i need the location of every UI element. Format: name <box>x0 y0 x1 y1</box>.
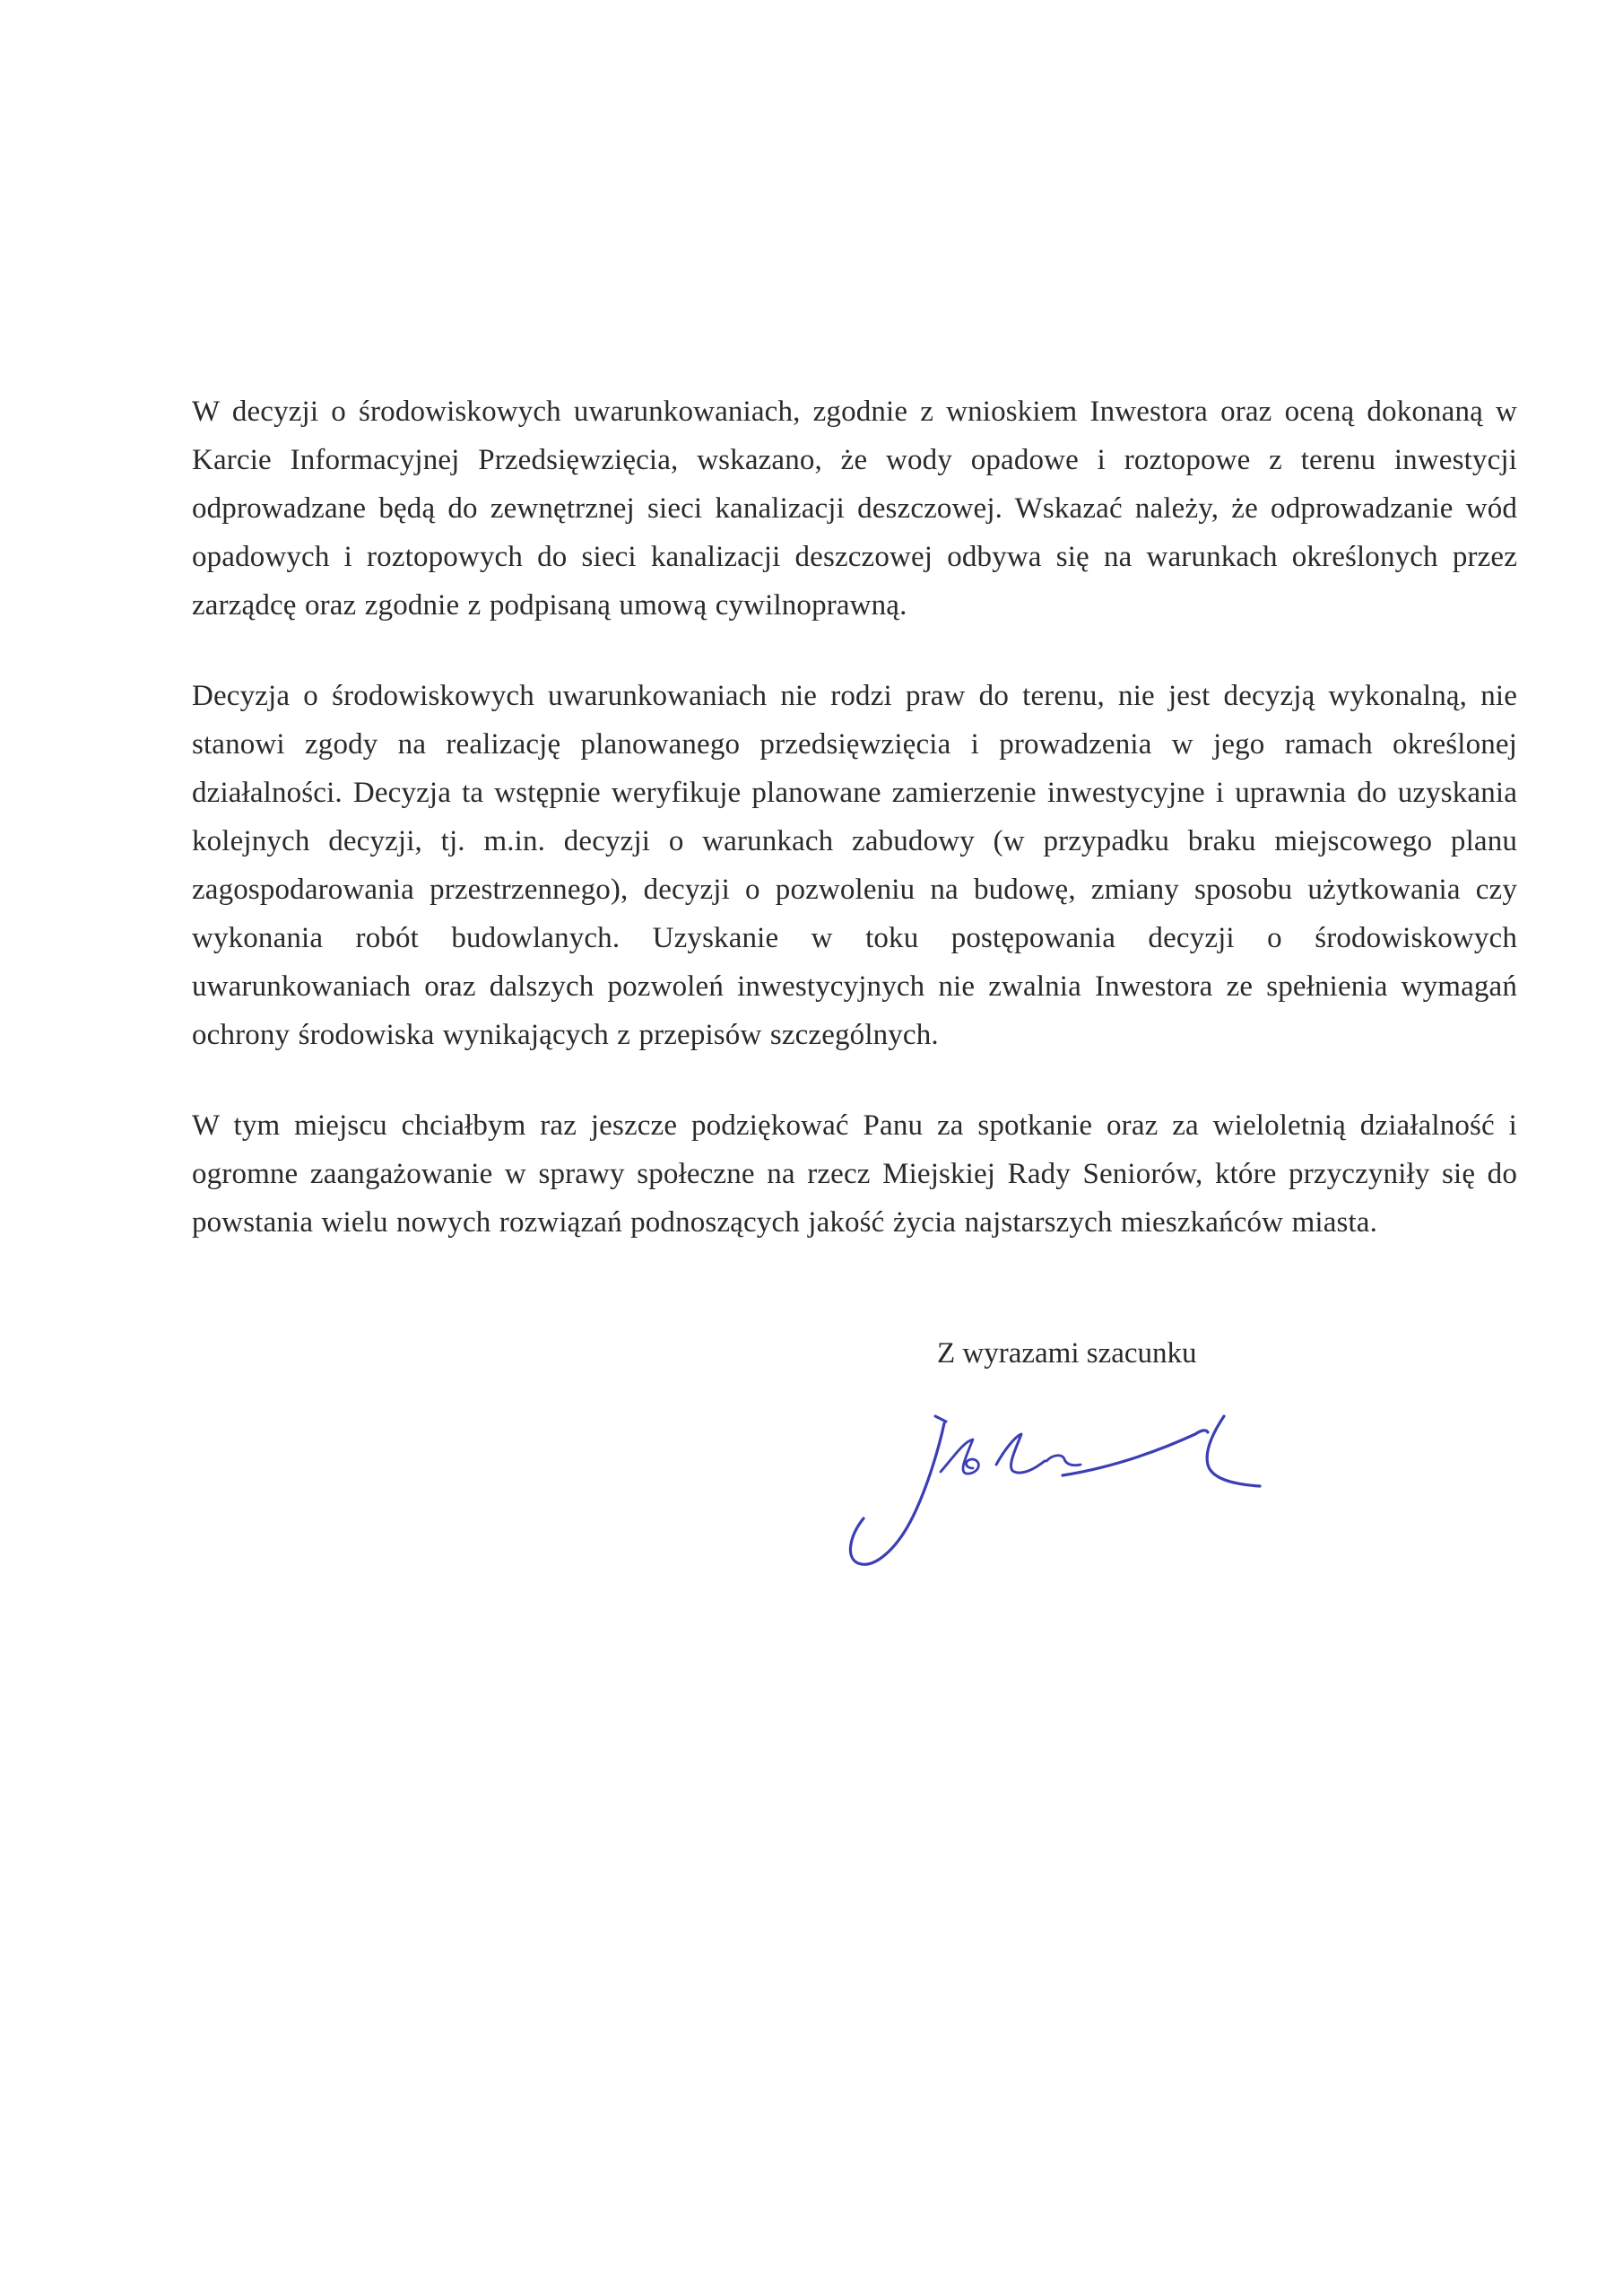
paragraph-decision-scope: Decyzja o środowiskowych uwarunkowaniach nie rodzi praw do terenu, nie jest decyzją wykonalną, nie stanowi zgody na realizację planowanego przedsięwzięcia i prowadzenia w jego ramach określonej działalności. Decyzja ta wstępnie weryfikuje planowane zamierzenie inwestycyjne i uprawnia do uzyskania kolejnych decyzji, tj. m.in. decyzji o warunkach zabudowy (w przypadku braku miejscowego planu zagospodarowania przestrzennego), decyzji o pozwoleniu na budowę, zmiany sposobu użytkowania czy wykonania robót budowlanych. Uzyskanie w toku postępowania decyzji o środowiskowych uwarunkowaniach oraz dalszych pozwoleń inwestycyjnych nie zwalnia Inwestora ze spełnienia wymagań ochrony środowiska wynikających z przepisów szczególnych. <box>192 680 1517 1051</box>
signature-stroke-j <box>850 1423 944 1564</box>
closing-salutation: Z wyrazami szacunku <box>937 1337 1197 1370</box>
letter-body <box>192 387 1517 1289</box>
paragraph-stormwater: W decyzji o środowiskowych uwarunkowaniach, zgodnie z wnioskiem Inwestora oraz oceną dokonaną w Karcie Informacyjnej Przedsięwzięcia, wskazano, że wody opadowe i roztopowe z terenu inwestycji odprowadzane będą do zewnętrznej sieci kanalizacji deszczowej. Wskazać należy, że odprowadzanie wód opadowych i roztopowych do sieci kanalizacji deszczowej odbywa się na warunkach określonych przez zarządcę oraz zgodnie z podpisaną umową cywilnoprawną. <box>192 396 1517 622</box>
signature-stroke-wave <box>1046 1456 1081 1465</box>
signature-stroke-bracket <box>1207 1416 1260 1486</box>
signature-stroke-loop <box>941 1439 978 1474</box>
signature-stroke-middle <box>996 1434 1045 1473</box>
signature-stroke-tick <box>935 1416 946 1422</box>
signature-stroke-line <box>1063 1431 1208 1475</box>
handwritten-signature <box>838 1386 1305 1601</box>
paragraph-thanks: W tym miejscu chciałbym raz jeszcze podziękować Panu za spotkanie oraz za wieloletnią działalność i ogromne zaangażowanie w sprawy społeczne na rzecz Miejskiej Rady Seniorów, które przyczyniły się do powstania wielu nowych rozwiązań podnoszących jakość życia najstarszych mieszkańców miasta. <box>192 1109 1517 1239</box>
